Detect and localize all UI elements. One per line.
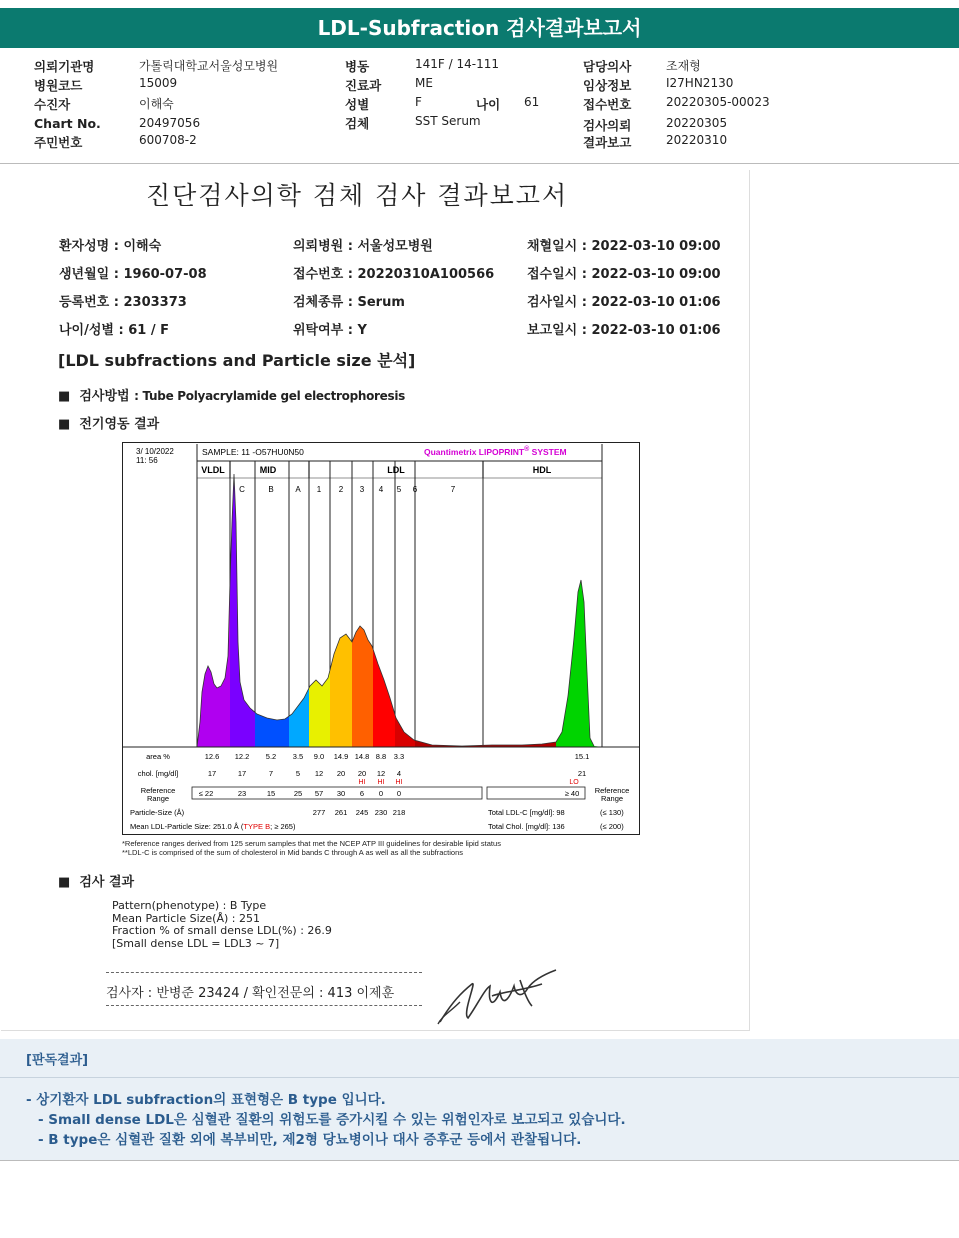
area-value: 3.3: [393, 752, 405, 761]
header-value: 20220305-00023: [666, 95, 770, 109]
header-value: 141F / 14-111: [415, 57, 499, 71]
section-title: [LDL subfractions and Particle size 분석]: [58, 351, 416, 370]
area-value: 3.5: [292, 752, 304, 761]
band-label: A: [295, 485, 301, 494]
particle-value: 261: [334, 808, 348, 817]
header-value: 20497056: [139, 116, 201, 130]
band-label: B: [268, 485, 274, 494]
total-ldl: Total LDL-C [mg/dl]: 98: [488, 808, 565, 817]
footnote-1: *Reference ranges derived from 125 serum samples that met the NCEP ATP III guidelines for desirable lipid status: [122, 839, 501, 848]
particle-value: 277: [312, 808, 326, 817]
ref-label: Range: [600, 794, 624, 803]
header-label: 수진자: [34, 97, 71, 112]
header-label: 결과보고: [583, 135, 632, 150]
chol-value: 20: [336, 769, 346, 778]
band-label: 6: [412, 485, 418, 494]
area-value: 14.8: [354, 752, 370, 761]
band-label: 2: [338, 485, 344, 494]
mean-size: Mean LDL-Particle Size: 251.0 Å (TYPE B; ≥ 265): [130, 822, 296, 831]
header-label: Chart No.: [34, 116, 101, 131]
group-label: VLDL: [201, 465, 225, 475]
ref-value: 25: [293, 789, 303, 798]
chol-label: chol. [mg/dl]: [137, 769, 179, 778]
header-label: 병동: [345, 59, 370, 74]
particle-value: 230: [374, 808, 388, 817]
area-value: 12.6: [204, 752, 220, 761]
area-value: 12.2: [234, 752, 250, 761]
ref-value: 57: [314, 789, 324, 798]
interpretation-line: - 상기환자 LDL subfraction의 표현형은 B type 입니다.: [26, 1092, 386, 1108]
patient-info: 접수번호 : 20220310A100566: [293, 267, 495, 282]
divider: [0, 1160, 959, 1161]
divider: [106, 1005, 422, 1006]
header-value: F: [415, 95, 422, 109]
patient-info: 채혈일시 : 2022-03-10 09:00: [527, 239, 721, 254]
patient-info: 등록번호 : 2303373: [59, 295, 187, 310]
band-label: 5: [396, 485, 402, 494]
result-label: 검사 결과: [79, 875, 135, 890]
report-header-bar: [0, 8, 959, 48]
header-label: 병원코드: [34, 78, 83, 93]
patient-info: 보고일시 : 2022-03-10 01:06: [527, 323, 721, 338]
patient-info: 의뢰병원 : 서울성모병원: [293, 239, 433, 254]
area-value: 5.2: [265, 752, 277, 761]
header-value: 20220310: [666, 133, 728, 147]
result-line: Mean Particle Size(Å) : 251: [112, 911, 260, 925]
method-label: 검사방법: [79, 389, 130, 404]
header-label: 담당의사: [583, 59, 632, 74]
ref-value: 15: [266, 789, 276, 798]
header-value: SST Serum: [415, 114, 481, 128]
patient-info: 검사일시 : 2022-03-10 01:06: [527, 295, 721, 310]
group-label: LDL: [387, 465, 405, 475]
interpretation-title: [판독결과]: [26, 1053, 89, 1068]
chol-value: 17: [237, 769, 247, 778]
band-label: C: [239, 485, 245, 494]
divider: [106, 972, 422, 973]
header-label: 접수번호: [583, 97, 632, 112]
result-row: [58, 871, 134, 890]
ref-label: Reference: [140, 786, 176, 795]
particle-value: 245: [355, 808, 369, 817]
signer-line: 검사자 : 반병준 23424 / 확인전문의 : 413 이제훈: [106, 986, 395, 1001]
chol-value: 21: [577, 769, 587, 778]
interpretation-line: - B type은 심혈관 질환 외에 복부비만, 제2형 당뇨병이나 대사 증후군 등에서 관찰됩니다.: [38, 1132, 582, 1148]
bullet-icon: ■: [58, 389, 80, 404]
header-label: 의뢰기관명: [34, 59, 95, 74]
band-label: 7: [450, 485, 456, 494]
flag-label: HI: [358, 779, 366, 786]
ref-value: ≤ 22: [198, 789, 214, 798]
chart-footnote: [122, 839, 501, 857]
chol-value: 5: [295, 769, 301, 778]
chol-value: 4: [396, 769, 402, 778]
header-value: I27HN2130: [666, 76, 734, 90]
header-value: 이해숙: [139, 97, 174, 111]
ref-label: Range: [146, 794, 170, 803]
chart-sample: SAMPLE: 11 -O57HU0N50: [202, 447, 304, 457]
total-ldl-ref: (≤ 130): [600, 808, 624, 817]
flag-label: HI: [395, 779, 403, 786]
band-label: 4: [378, 485, 384, 494]
header-label: 검체: [345, 116, 370, 131]
patient-info: 나이/성별 : 61 / F: [59, 323, 170, 338]
group-label: MID: [259, 465, 277, 475]
area-value: 9.0: [313, 752, 325, 761]
patient-info: 환자성명 : 이해숙: [59, 239, 162, 254]
electro-row: [58, 413, 159, 432]
result-line: Fraction % of small dense LDL(%) : 26.9: [112, 924, 332, 938]
header-value: ME: [415, 76, 433, 90]
divider: [0, 163, 959, 164]
ref-value: 23: [237, 789, 247, 798]
header-label: 성별: [345, 97, 370, 112]
header-value: 61: [524, 95, 540, 109]
area-value: 15.1: [574, 752, 590, 761]
particle-value: 218: [392, 808, 406, 817]
header-label: 임상정보: [583, 78, 632, 93]
total-chol-ref: (≤ 200): [600, 822, 624, 831]
result-lines: [112, 900, 332, 951]
flag-label: LO: [569, 779, 579, 786]
chol-value: 17: [207, 769, 217, 778]
group-label: HDL: [532, 465, 552, 475]
footnote-2: **LDL-C is comprised of the sum of cholesterol in Mid bands C through A as well as all the subfractions: [122, 848, 464, 857]
flag-label: HI: [377, 779, 385, 786]
bullet-icon: ■: [58, 417, 80, 432]
header-value: 조재형: [666, 59, 701, 73]
chart-date: 3/ 10/2022: [136, 447, 174, 456]
particle-label: Particle-Size (Å): [130, 808, 185, 817]
ref-value: 30: [336, 789, 346, 798]
ref-value: 6: [359, 789, 365, 798]
header-value: 가톨릭대학교서울성모병원: [139, 59, 279, 73]
band-label: 3: [359, 485, 365, 494]
ref-value: ≥ 40: [564, 789, 580, 798]
chart-time: 11: 56: [136, 456, 158, 465]
interpretation-line: - Small dense LDL은 심혈관 질환의 위험도를 증가시킬 수 있는 위험인자로 보고되고 있습니다.: [38, 1112, 626, 1128]
method-value: : Tube Polyacrylamide gel electrophoresis: [134, 389, 406, 403]
signature-image: [432, 962, 564, 1030]
result-line: Pattern(phenotype) : B Type: [112, 899, 267, 912]
header-label: 주민번호: [34, 135, 83, 150]
patient-info: 접수일시 : 2022-03-10 09:00: [527, 267, 721, 282]
electro-label: 전기영동 결과: [79, 417, 160, 432]
chol-value: 12: [376, 769, 386, 778]
header-label: 나이: [476, 97, 501, 112]
header-value: 15009: [139, 76, 178, 90]
report-title: 진단검사의학 검체 검사 결과보고서: [146, 181, 569, 210]
header-label: 검사의뢰: [583, 118, 632, 133]
chol-value: 7: [268, 769, 274, 778]
chol-value: 20: [357, 769, 367, 778]
patient-info: 위탁여부 : Y: [293, 323, 367, 338]
header-value: 20220305: [666, 116, 728, 130]
result-line: [Small dense LDL = LDL3 ~ 7]: [112, 937, 280, 951]
header-label: 진료과: [345, 78, 382, 93]
header-value: 600708-2: [139, 133, 197, 147]
area-value: 8.8: [375, 752, 387, 761]
patient-info: 생년월일 : 1960-07-08: [59, 267, 207, 282]
page-title: LDL-Subfraction 검사결과보고서: [317, 16, 642, 40]
band-label: 1: [316, 485, 322, 494]
area-label: area %: [146, 752, 170, 761]
ref-value: 0: [378, 789, 384, 798]
method-row: [58, 385, 405, 404]
interpretation-header: [0, 1039, 959, 1078]
total-chol: Total Chol. [mg/dl]: 136: [488, 822, 565, 831]
chart-brand: Quantimetrix LIPOPRINT® SYSTEM: [424, 446, 567, 457]
area-value: 14.9: [333, 752, 349, 761]
chol-value: 12: [314, 769, 324, 778]
patient-info: 검체종류 : Serum: [293, 295, 405, 310]
ref-value: 0: [396, 789, 402, 798]
ref-label: Reference: [594, 786, 630, 795]
bullet-icon: ■: [58, 875, 80, 890]
electrophoresis-chart: [122, 442, 640, 838]
